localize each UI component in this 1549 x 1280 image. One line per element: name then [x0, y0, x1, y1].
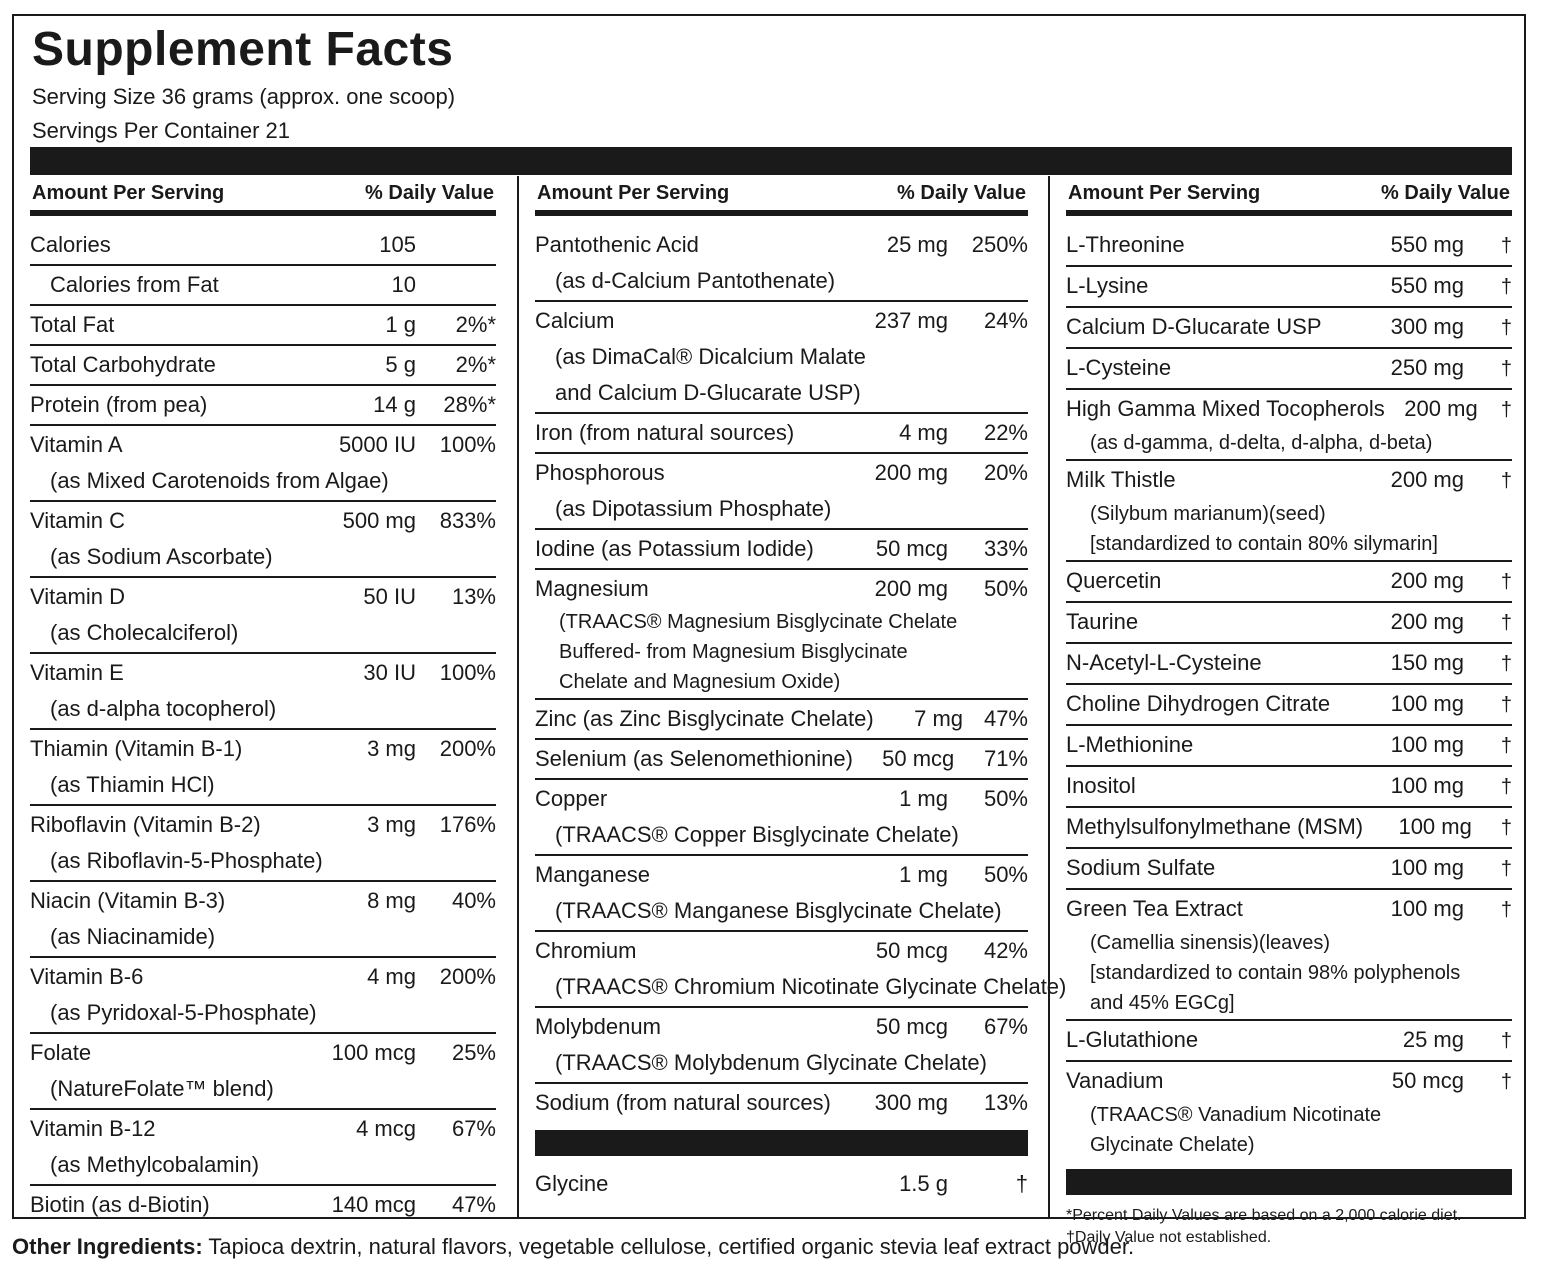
nutrient-row	[1066, 1062, 1512, 1161]
nutrient-row	[1066, 603, 1512, 644]
nutrient-amount: 100 mg	[1390, 855, 1464, 880]
nutrient-line	[1066, 850, 1512, 887]
nutrient-name: Folate	[30, 1040, 92, 1065]
nutrient-row	[30, 1110, 496, 1186]
nutrient-name: Copper	[535, 786, 608, 811]
nutrient-amount: 5000 IU	[338, 432, 416, 457]
other-ingredients	[12, 1234, 1134, 1260]
column-1	[30, 176, 496, 1217]
nutrient-source: Glycinate Chelate)	[1090, 1134, 1255, 1156]
nutrient-amount: 100 mg	[1390, 732, 1464, 757]
nutrient-amount: 250 mg	[1390, 355, 1464, 380]
nutrient-amount: 100 mg	[1390, 773, 1464, 798]
nutrient-name: Calcium D-Glucarate USP	[1066, 314, 1322, 339]
nutrient-row	[535, 530, 1028, 570]
nutrient-amount: 30 IU	[363, 660, 416, 685]
column-header	[535, 176, 1028, 216]
column-3-rows	[1066, 226, 1512, 1161]
nutrient-dv: 28%*	[443, 392, 496, 417]
nutrient-name: Sodium Sulfate	[1066, 855, 1216, 880]
nutrient-row	[1066, 461, 1512, 562]
nutrient-name: Iodine (as Potassium Iodide)	[535, 536, 814, 561]
nutrient-line	[1066, 1022, 1512, 1059]
nutrient-line	[535, 571, 1028, 607]
nutrient-name: Molybdenum	[535, 1014, 661, 1039]
nutrient-dv: 176%	[439, 812, 496, 837]
nutrient-dv: 22%	[983, 420, 1028, 445]
nutrient-name: Thiamin (Vitamin B-1)	[30, 736, 243, 761]
nutrient-amount: 237 mg	[874, 308, 948, 333]
nutrient-dv: †	[1500, 470, 1512, 492]
nutrient-row	[535, 700, 1028, 740]
nutrient-name: Green Tea Extract	[1066, 896, 1243, 921]
nutrient-line	[1066, 604, 1512, 641]
nutrient-amount: 200 mg	[1390, 568, 1464, 593]
other-ingredients-label: Other Ingredients:	[12, 1234, 203, 1259]
nutrient-source: (Silybum marianum)(seed)	[1090, 503, 1326, 525]
nutrient-amount: 500 mg	[342, 508, 416, 533]
nutrient-line	[1066, 268, 1512, 305]
nutrient-row	[535, 454, 1028, 530]
nutrient-amount: 4 mg	[899, 420, 948, 445]
nutrient-dv: †	[1500, 317, 1512, 339]
nutrient-name: High Gamma Mixed Tocopherols	[1066, 396, 1385, 421]
nutrient-name: Total Carbohydrate	[30, 352, 216, 377]
nutrient-line	[30, 347, 496, 383]
nutrient-row	[535, 302, 1028, 414]
dv-header: % Daily Value	[1381, 181, 1510, 204]
nutrient-row	[30, 654, 496, 730]
nutrient-amount: 1 g	[385, 312, 416, 337]
nutrient-row	[1066, 562, 1512, 603]
nutrient-line	[1066, 462, 1512, 499]
nutrient-source: (as d-alpha tocopherol)	[50, 696, 277, 721]
nutrient-source: (Camellia sinensis)(leaves)	[1090, 932, 1331, 954]
nutrient-dv: †	[1500, 776, 1512, 798]
nutrient-source: (as Methylcobalamin)	[50, 1152, 260, 1177]
supplement-facts-panel	[12, 14, 1526, 1246]
nutrient-dv: 50%	[983, 786, 1028, 811]
nutrient-amount: 25 mg	[886, 232, 948, 257]
nutrient-row	[30, 386, 496, 426]
footnote-percent: *Percent Daily Values are based on a 2,000 calorie diet.	[1066, 1207, 1462, 1224]
nutrient-line	[1066, 350, 1512, 387]
nutrient-row	[535, 780, 1028, 856]
nutrient-dv: †	[1500, 1030, 1512, 1052]
nutrient-row	[30, 226, 496, 266]
other-ingredients-text: Tapioca dextrin, natural flavors, vegetable cellulose, certified organic stevia leaf extract powder.	[202, 1234, 1135, 1259]
nutrient-source: and 45% EGCg]	[1090, 992, 1235, 1014]
footnote-dagger: †Daily Value not established.	[1066, 1229, 1272, 1246]
nutrient-source: Buffered- from Magnesium Bisglycinate	[559, 641, 908, 663]
nutrient-name: Vitamin E	[30, 660, 124, 685]
nutrient-line	[1066, 391, 1512, 428]
nutrient-line	[535, 933, 1028, 969]
nutrient-row	[1066, 808, 1512, 849]
column-header	[1066, 176, 1512, 216]
nutrient-row	[1066, 890, 1512, 1021]
nutrient-dv: 200%	[439, 964, 496, 989]
nutrient-name: Chromium	[535, 938, 637, 963]
nutrient-amount: 1 mg	[899, 786, 948, 811]
nutrient-name: Vitamin B-6	[30, 964, 144, 989]
nutrient-row	[1066, 226, 1512, 267]
glycine-row	[535, 1166, 1028, 1202]
nutrient-name: Glycine	[535, 1171, 609, 1196]
nutrient-source: (as Cholecalciferol)	[50, 620, 239, 645]
nutrient-line	[30, 1187, 496, 1223]
nutrient-dv: †	[1015, 1171, 1028, 1196]
nutrient-name: Selenium (as Selenomethionine)	[535, 746, 853, 771]
nutrient-name: Taurine	[1066, 609, 1139, 634]
nutrient-source: (as Thiamin HCl)	[50, 772, 215, 797]
nutrient-dv: 100%	[439, 432, 496, 457]
nutrient-dv: †	[1500, 817, 1512, 839]
nutrient-row	[535, 932, 1067, 1008]
nutrient-dv: 24%	[983, 308, 1028, 333]
nutrient-dv: †	[1500, 653, 1512, 675]
nutrient-dv: 71%	[983, 746, 1028, 771]
nutrient-row	[30, 1186, 496, 1224]
nutrient-row	[535, 1008, 1028, 1084]
nutrient-amount: 300 mg	[874, 1090, 948, 1115]
nutrient-row	[1066, 849, 1512, 890]
nutrient-row	[30, 266, 496, 306]
nutrient-amount: 140 mcg	[331, 1192, 416, 1217]
nutrient-line	[30, 655, 496, 691]
nutrient-row	[30, 1034, 496, 1110]
nutrient-row	[30, 578, 496, 654]
servings-per-container: Servings Per Container 21	[32, 118, 291, 143]
nutrient-row	[535, 226, 1028, 302]
nutrient-source: (TRAACS® Manganese Bisglycinate Chelate)	[555, 898, 1002, 923]
nutrient-amount: 7 mg	[914, 706, 964, 731]
nutrient-dv: †	[1500, 899, 1512, 921]
nutrient-dv: †	[1500, 612, 1512, 634]
nutrient-source: (as d-gamma, d-delta, d-alpha, d-beta)	[1090, 432, 1433, 454]
amount-header: Amount Per Serving	[1068, 181, 1261, 204]
nutrient-line	[1066, 727, 1512, 764]
nutrient-dv: 42%	[983, 938, 1028, 963]
nutrient-row	[1066, 1021, 1512, 1062]
nutrient-name: Manganese	[535, 862, 650, 887]
nutrient-line	[535, 857, 1028, 893]
nutrient-row	[30, 426, 496, 502]
nutrient-dv: 50%	[983, 576, 1028, 601]
nutrient-name: N-Acetyl-L-Cysteine	[1066, 650, 1262, 675]
nutrient-name: Calories from Fat	[50, 272, 219, 297]
nutrient-source: (as DimaCal® Dicalcium Malate	[555, 344, 866, 369]
header-rule	[30, 147, 1512, 175]
dv-header: % Daily Value	[897, 181, 1026, 204]
nutrient-amount: 550 mg	[1390, 273, 1464, 298]
nutrient-amount: 100 mg	[1390, 896, 1464, 921]
nutrient-amount: 4 mcg	[356, 1116, 416, 1141]
nutrient-source: (TRAACS® Chromium Nicotinate Glycinate Chelate)	[555, 974, 1067, 999]
nutrient-amount: 3 mg	[367, 736, 416, 761]
amount-header: Amount Per Serving	[32, 181, 225, 204]
nutrient-amount: 50 mcg	[882, 746, 955, 771]
nutrient-source: (as d-Calcium Pantothenate)	[555, 268, 836, 293]
column-2-rows	[535, 226, 1067, 1122]
nutrient-dv: 250%	[971, 232, 1028, 257]
nutrient-amount: 200 mg	[1390, 467, 1464, 492]
nutrient-amount: 200 mg	[874, 576, 948, 601]
nutrient-amount: 3 mg	[367, 812, 416, 837]
nutrient-line	[30, 883, 496, 919]
nutrient-name: L-Glutathione	[1066, 1027, 1199, 1052]
nutrient-amount: 100 mg	[1398, 814, 1472, 839]
column-2	[517, 176, 1067, 1217]
nutrient-dv: †	[1500, 235, 1512, 257]
nutrient-line	[1066, 686, 1512, 723]
nutrient-line	[30, 579, 496, 615]
nutrient-name: Choline Dihydrogen Citrate	[1066, 691, 1331, 716]
nutrient-dv: 2%*	[455, 312, 496, 337]
nutrient-name: Milk Thistle	[1066, 467, 1176, 492]
nutrient-row	[535, 570, 1028, 700]
nutrient-name: Quercetin	[1066, 568, 1162, 593]
nutrient-line	[30, 731, 496, 767]
nutrient-name: Vitamin D	[30, 584, 125, 609]
nutrient-amount: 1 mg	[899, 862, 948, 887]
column-1-rows	[30, 226, 496, 1224]
column-header	[30, 176, 496, 216]
nutrient-source: (as Mixed Carotenoids from Algae)	[50, 468, 389, 493]
nutrient-dv: †	[1500, 358, 1512, 380]
nutrient-dv: 33%	[983, 536, 1028, 561]
nutrient-source: (as Riboflavin-5-Phosphate)	[50, 848, 323, 873]
nutrient-line	[30, 227, 496, 263]
nutrient-name: Phosphorous	[535, 460, 665, 485]
nutrient-row	[1066, 349, 1512, 390]
nutrient-line	[535, 1085, 1028, 1121]
nutrient-amount: 1.5 g	[899, 1171, 948, 1196]
nutrient-dv: 200%	[439, 736, 496, 761]
nutrient-name: L-Methionine	[1066, 732, 1194, 757]
nutrient-name: Biotin (as d-Biotin)	[30, 1192, 210, 1217]
nutrient-dv: †	[1500, 1071, 1512, 1093]
nutrient-dv: †	[1500, 399, 1512, 421]
nutrient-source: (NatureFolate™ blend)	[50, 1076, 274, 1101]
nutrient-row	[1066, 308, 1512, 349]
nutrient-source: (TRAACS® Magnesium Bisglycinate Chelate	[559, 611, 958, 633]
nutrient-amount: 150 mg	[1390, 650, 1464, 675]
nutrient-line	[535, 1009, 1028, 1045]
nutrient-amount: 50 IU	[363, 584, 416, 609]
nutrient-dv: †	[1500, 735, 1512, 757]
nutrient-amount: 50 mcg	[875, 938, 948, 963]
nutrient-amount: 100 mcg	[331, 1040, 416, 1065]
nutrient-dv: †	[1500, 276, 1512, 298]
nutrient-row	[30, 346, 496, 386]
nutrient-dv: 50%	[983, 862, 1028, 887]
nutrient-amount: 100 mg	[1390, 691, 1464, 716]
nutrient-line	[535, 741, 1028, 777]
nutrient-dv: 100%	[439, 660, 496, 685]
nutrient-row	[1066, 267, 1512, 308]
nutrient-line	[535, 303, 1028, 339]
nutrient-line	[30, 959, 496, 995]
nutrient-dv: 47%	[983, 706, 1028, 731]
nutrient-row	[1066, 726, 1512, 767]
nutrient-source: (as Sodium Ascorbate)	[50, 544, 273, 569]
nutrient-row	[535, 1084, 1028, 1122]
nutrient-row	[1066, 390, 1512, 461]
nutrient-dv: 67%	[451, 1116, 496, 1141]
nutrient-amount: 50 mcg	[875, 1014, 948, 1039]
nutrient-row	[30, 882, 496, 958]
nutrient-dv: 833%	[439, 508, 496, 533]
nutrient-row	[535, 856, 1028, 932]
nutrient-dv: 20%	[983, 460, 1028, 485]
nutrient-line	[535, 531, 1028, 567]
nutrient-name: Vitamin A	[30, 432, 123, 457]
nutrient-line	[30, 387, 496, 423]
page-title: Supplement Facts	[32, 23, 454, 76]
nutrient-name: Iron (from natural sources)	[535, 420, 795, 445]
nutrient-source: Chelate and Magnesium Oxide)	[559, 671, 841, 693]
nutrient-line	[30, 307, 496, 343]
nutrient-source: (TRAACS® Vanadium Nicotinate	[1090, 1104, 1382, 1126]
nutrient-dv: 40%	[451, 888, 496, 913]
nutrient-row	[535, 740, 1028, 780]
nutrient-name: Vitamin B-12	[30, 1116, 156, 1141]
nutrient-name: L-Threonine	[1066, 232, 1185, 257]
nutrient-name: Niacin (Vitamin B-3)	[30, 888, 226, 913]
nutrient-dv: 13%	[451, 584, 496, 609]
nutrient-source: (TRAACS® Molybdenum Glycinate Chelate)	[555, 1050, 987, 1075]
dv-header: % Daily Value	[365, 181, 494, 204]
nutrient-dv: †	[1500, 571, 1512, 593]
nutrient-line	[535, 227, 1028, 263]
nutrient-row	[30, 806, 496, 882]
nutrient-line	[30, 267, 496, 303]
nutrient-name: Vanadium	[1066, 1068, 1164, 1093]
nutrient-line	[30, 1035, 496, 1071]
nutrient-line	[1066, 309, 1512, 346]
nutrient-dv: 67%	[983, 1014, 1028, 1039]
nutrient-row	[1066, 767, 1512, 808]
nutrient-line	[1066, 768, 1512, 805]
nutrient-line	[1066, 227, 1512, 264]
nutrient-line	[30, 503, 496, 539]
nutrient-amount: 5 g	[385, 352, 416, 377]
nutrient-name: Calcium	[535, 308, 615, 333]
nutrient-line	[1066, 1063, 1512, 1100]
section-rule	[535, 1130, 1028, 1156]
nutrient-amount: 8 mg	[367, 888, 416, 913]
nutrient-source: (TRAACS® Copper Bisglycinate Chelate)	[555, 822, 959, 847]
nutrient-name: Pantothenic Acid	[535, 232, 699, 257]
nutrient-line	[1066, 645, 1512, 682]
nutrient-dv: †	[1500, 694, 1512, 716]
nutrient-name: Riboflavin (Vitamin B-2)	[30, 812, 261, 837]
nutrient-line	[535, 455, 1028, 491]
nutrient-name: L-Lysine	[1066, 273, 1149, 298]
nutrient-name: Total Fat	[30, 312, 115, 337]
nutrient-line	[30, 1111, 496, 1147]
nutrient-name: Protein (from pea)	[30, 392, 208, 417]
nutrient-amount: 50 mcg	[875, 536, 948, 561]
nutrient-amount: 10	[391, 272, 416, 297]
nutrient-name: Sodium (from natural sources)	[535, 1090, 831, 1115]
nutrient-amount: 25 mg	[1402, 1027, 1464, 1052]
section-rule	[1066, 1169, 1512, 1195]
nutrient-source: (as Dipotassium Phosphate)	[555, 496, 832, 521]
nutrient-dv: 2%*	[455, 352, 496, 377]
nutrient-dv: 13%	[983, 1090, 1028, 1115]
nutrient-line	[1066, 563, 1512, 600]
nutrient-name: Vitamin C	[30, 508, 125, 533]
nutrient-amount: 200 mg	[874, 460, 948, 485]
nutrient-amount: 50 mcg	[1391, 1068, 1464, 1093]
nutrient-source: [standardized to contain 98% polyphenols	[1090, 962, 1461, 984]
nutrient-source: (as Niacinamide)	[50, 924, 216, 949]
nutrient-row	[30, 730, 496, 806]
nutrient-amount: 200 mg	[1390, 609, 1464, 634]
nutrient-dv: 25%	[451, 1040, 496, 1065]
nutrient-name: Magnesium	[535, 576, 649, 601]
nutrient-row	[30, 306, 496, 346]
nutrient-row	[1066, 644, 1512, 685]
nutrient-amount: 300 mg	[1390, 314, 1464, 339]
nutrient-line	[535, 781, 1028, 817]
nutrient-line	[535, 415, 1028, 451]
nutrient-name: Inositol	[1066, 773, 1136, 798]
nutrient-name: Methylsulfonylmethane (MSM)	[1066, 814, 1364, 839]
nutrient-name: Zinc (as Zinc Bisglycinate Chelate)	[535, 706, 874, 731]
amount-header: Amount Per Serving	[537, 181, 730, 204]
nutrient-source: [standardized to contain 80% silymarin]	[1090, 533, 1438, 555]
nutrient-amount: 4 mg	[367, 964, 416, 989]
nutrient-amount: 550 mg	[1390, 232, 1464, 257]
nutrient-source: and Calcium D-Glucarate USP)	[555, 380, 861, 405]
nutrient-row	[30, 958, 496, 1034]
nutrient-line	[1066, 809, 1512, 846]
serving-size: Serving Size 36 grams (approx. one scoop)	[32, 84, 456, 109]
nutrient-line	[1066, 891, 1512, 928]
nutrient-row	[1066, 685, 1512, 726]
nutrient-dv: 47%	[451, 1192, 496, 1217]
nutrient-amount: 14 g	[373, 392, 416, 417]
nutrient-line	[535, 701, 1028, 737]
nutrient-amount: 105	[379, 232, 416, 257]
nutrient-row	[535, 414, 1028, 454]
nutrient-source: (as Pyridoxal-5-Phosphate)	[50, 1000, 317, 1025]
nutrient-name: Calories	[30, 232, 111, 257]
nutrient-dv: †	[1500, 858, 1512, 880]
nutrient-amount: 200 mg	[1404, 396, 1478, 421]
nutrient-line	[30, 427, 496, 463]
nutrient-row	[30, 502, 496, 578]
nutrient-name: L-Cysteine	[1066, 355, 1172, 380]
column-3	[1048, 176, 1512, 1246]
nutrient-line	[30, 807, 496, 843]
